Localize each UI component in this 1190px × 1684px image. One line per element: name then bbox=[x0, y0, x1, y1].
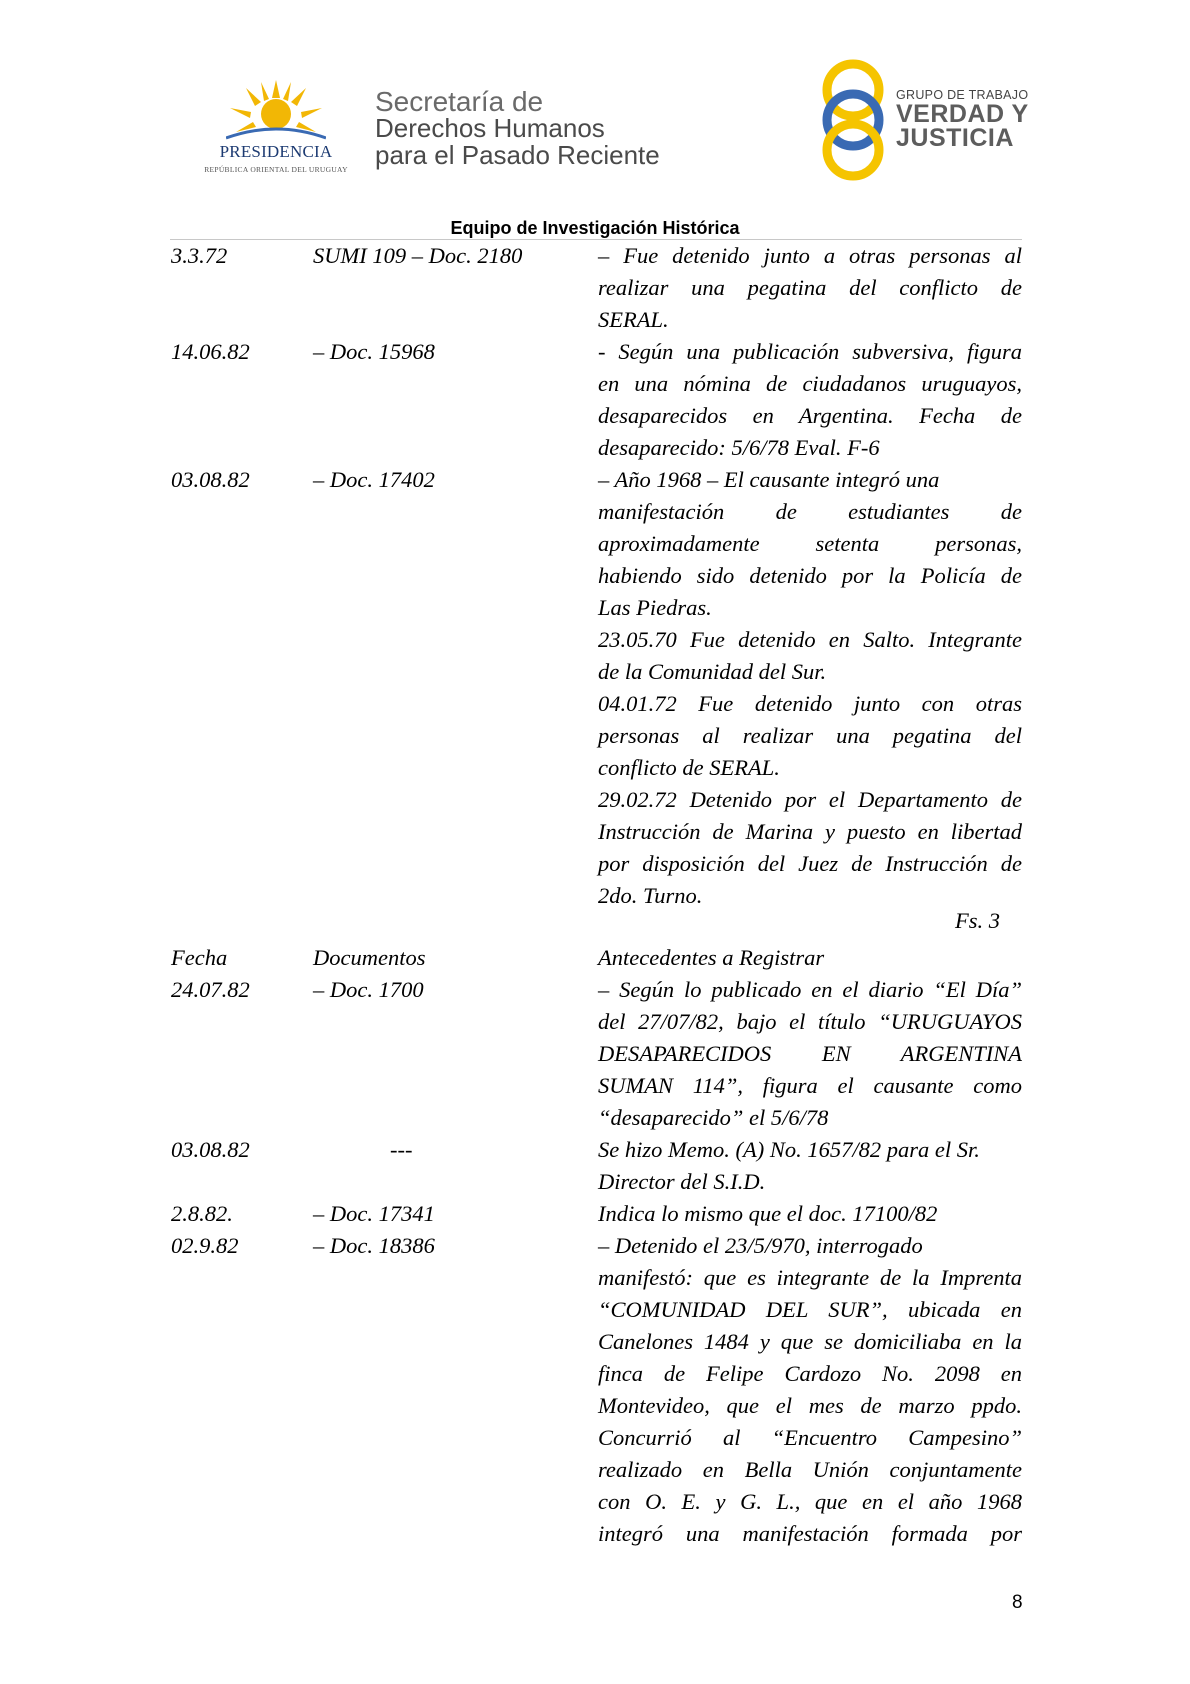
row-date: 03.08.82 bbox=[171, 467, 250, 492]
presidencia-label: PRESIDENCIA bbox=[219, 142, 333, 161]
text-line: – Año 1968 – El causante integró una bbox=[598, 467, 940, 492]
text-line: en una nómina de ciudadanos uruguayos, bbox=[598, 371, 1022, 396]
text-line: – Según lo publicado en el diario “El Día” bbox=[598, 977, 1022, 1002]
page-number: 8 bbox=[1012, 1592, 1023, 1613]
text-line: Instrucción de Marina y puesto en libertad bbox=[598, 819, 1022, 844]
grupo-trabajo-label: GRUPO DE TRABAJO bbox=[896, 88, 1029, 102]
text-line: SUMAN 114”, figura el causante como bbox=[598, 1073, 1022, 1098]
row-doc: --- bbox=[390, 1137, 413, 1162]
text-line: por disposición del Juez de Instrucción de bbox=[598, 851, 1022, 876]
text-line: realizado en Bella Unión conjuntamente bbox=[598, 1457, 1022, 1482]
text-line: Las Piedras. bbox=[598, 595, 712, 620]
header-fecha: Fecha bbox=[171, 945, 228, 970]
folio-label: Fs. 3 bbox=[955, 908, 1000, 933]
text-line: integró una manifestación formada por bbox=[598, 1521, 1022, 1546]
text-line: SERAL. bbox=[598, 307, 669, 332]
secretaria-title bbox=[375, 88, 660, 169]
text-line: desaparecidos en Argentina. Fecha de bbox=[598, 403, 1022, 428]
text-line: Director del S.I.D. bbox=[598, 1169, 766, 1194]
row-text bbox=[598, 464, 1022, 912]
row-doc: – Doc. 15968 bbox=[313, 339, 435, 364]
equipo-heading: Equipo de Investigación Histórica bbox=[450, 218, 740, 238]
row-date: 14.06.82 bbox=[171, 339, 250, 364]
text-line: 29.02.72 Detenido por el Departamento de bbox=[598, 787, 1022, 812]
row-text bbox=[598, 240, 1022, 336]
republica-label: REPÚBLICA ORIENTAL DEL URUGUAY bbox=[204, 165, 348, 174]
header-documentos: Documentos bbox=[313, 945, 426, 970]
text-line: Indica lo mismo que el doc. 17100/82 bbox=[598, 1201, 938, 1226]
text-line: Se hizo Memo. (A) No. 1657/82 para el Sr. bbox=[598, 1137, 980, 1162]
row-date: 3.3.72 bbox=[171, 243, 228, 268]
text-line: “COMUNIDAD DEL SUR”, ubicada en bbox=[598, 1297, 1022, 1322]
text-line: finca de Felipe Cardozo No. 2098 en bbox=[598, 1361, 1022, 1386]
row-date: 03.08.82 bbox=[171, 1137, 250, 1162]
text-line: – Detenido el 23/5/970, interrogado bbox=[598, 1233, 923, 1258]
row-text bbox=[598, 336, 1022, 464]
secretaria-line-2: Derechos Humanos bbox=[375, 113, 605, 143]
sun-icon bbox=[226, 80, 326, 142]
presidencia-logo bbox=[196, 80, 356, 180]
secretaria-line-1: Secretaría de bbox=[375, 86, 544, 117]
row-text bbox=[598, 1198, 1022, 1230]
text-line: Montevideo, que el mes de marzo ppdo. bbox=[598, 1393, 1022, 1418]
row-doc: – Doc. 17402 bbox=[313, 467, 435, 492]
secretaria-line-3: para el Pasado Reciente bbox=[375, 140, 660, 170]
row-date: 24.07.82 bbox=[171, 977, 250, 1002]
text-line: con O. E. y G. L., que en el año 1968 bbox=[598, 1489, 1022, 1514]
text-line: desaparecido: 5/6/78 Eval. F-6 bbox=[598, 435, 880, 460]
text-line: Canelones 1484 y que se domiciliaba en la bbox=[598, 1329, 1022, 1354]
row-doc: – Doc. 17341 bbox=[313, 1201, 435, 1226]
row-text bbox=[598, 1134, 1022, 1198]
row-text bbox=[598, 974, 1022, 1134]
row-doc: SUMI 109 – Doc. 2180 bbox=[313, 243, 523, 268]
text-line: realizar una pegatina del conflicto de bbox=[598, 275, 1022, 300]
header-antecedentes: Antecedentes a Registrar bbox=[598, 945, 825, 970]
text-line: personas al realizar una pegatina del bbox=[598, 723, 1022, 748]
justicia-label: JUSTICIA bbox=[896, 124, 1014, 152]
verdad-label: VERDAD Y bbox=[896, 100, 1029, 128]
text-line: – Fue detenido junto a otras personas al bbox=[598, 243, 1022, 268]
text-line: conflicto de SERAL. bbox=[598, 755, 780, 780]
text-line: aproximadamente setenta personas, bbox=[598, 531, 1022, 556]
text-line: manifestó: que es integrante de la Imprenta bbox=[598, 1265, 1022, 1290]
text-line: habiendo sido detenido por la Policía de bbox=[598, 563, 1022, 588]
row-text bbox=[598, 1230, 1022, 1550]
text-line: de la Comunidad del Sur. bbox=[598, 659, 827, 684]
text-line: - Según una publicación subversiva, figura bbox=[598, 339, 1022, 364]
text-line: 04.01.72 Fue detenido junto con otras bbox=[598, 691, 1022, 716]
row-doc: – Doc. 1700 bbox=[313, 977, 424, 1002]
row-doc: – Doc. 18386 bbox=[313, 1233, 435, 1258]
row-date: 2.8.82. bbox=[171, 1201, 233, 1226]
text-line: manifestación de estudiantes de bbox=[598, 499, 1022, 524]
verdad-justicia-logo bbox=[818, 56, 1028, 186]
text-line: 23.05.70 Fue detenido en Salto. Integrante bbox=[598, 627, 1022, 652]
rings-icon bbox=[818, 56, 888, 186]
text-line: DESAPARECIDOS EN ARGENTINA bbox=[598, 1041, 1022, 1066]
text-line: del 27/07/82, bajo el título “URUGUAYOS bbox=[598, 1009, 1022, 1034]
row-date: 02.9.82 bbox=[171, 1233, 239, 1258]
text-line: Concurrió al “Encuentro Campesino” bbox=[598, 1425, 1022, 1450]
text-line: 2do. Turno. bbox=[598, 883, 703, 908]
text-line: “desaparecido” el 5/6/78 bbox=[598, 1105, 829, 1130]
